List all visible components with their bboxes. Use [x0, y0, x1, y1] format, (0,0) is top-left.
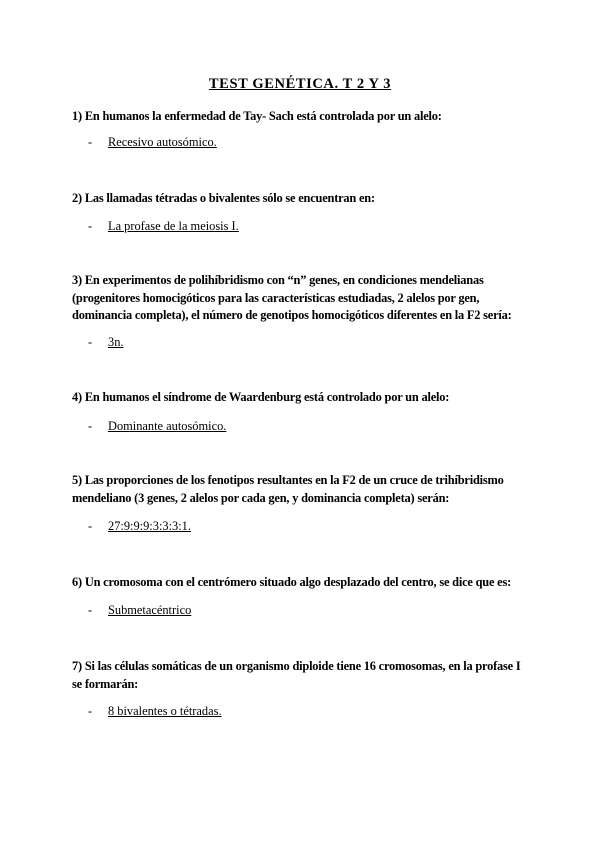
list-dash: -: [88, 419, 93, 433]
question-4: 4) En humanos el síndrome de Waardenburg está controlado por un alelo:: [72, 390, 450, 404]
answer-7: [88, 703, 222, 719]
answer-4: [88, 418, 226, 434]
answer-2: [88, 218, 239, 234]
question-3: 3) En experimentos de polihíbridismo con “n” genes, en condiciones mendelianas (progenitores homocigóticos para las características estudiadas, 2 alelos por gen, dominancia completa), el número de genotipos homocigóticos diferentes en la F2 sería:: [72, 273, 512, 322]
list-dash: -: [88, 335, 93, 349]
answer-3-text: 3n.: [108, 335, 124, 349]
answer-1-text: Recesivo autosómico.: [108, 135, 217, 149]
answer-6: [88, 602, 191, 618]
list-dash: -: [88, 704, 93, 718]
answer-1: [88, 134, 217, 150]
question-5: 5) Las proporciones de los fenotipos resultantes en la F2 de un cruce de trihíbridismo mendeliano (3 genes, 2 alelos por cada gen, y dominancia completa) serán:: [72, 473, 504, 505]
list-dash: -: [88, 519, 93, 533]
answer-7-text: 8 bivalentes o tétradas.: [108, 704, 222, 718]
answer-2-text: La profase de la meiosis I.: [108, 219, 239, 233]
answer-3: [88, 334, 124, 350]
list-dash: -: [88, 135, 93, 149]
question-6: 6) Un cromosoma con el centrómero situado algo desplazado del centro, se dice que es:: [72, 575, 511, 589]
answer-4-text: Dominante autosómico.: [108, 419, 227, 433]
list-dash: -: [88, 219, 93, 233]
answer-6-text: Submetacéntrico: [108, 603, 192, 617]
question-7: 7) Si las células somáticas de un organismo diploide tiene 16 cromosomas, en la profase I se formarán:: [72, 659, 521, 691]
answer-5: [88, 518, 191, 534]
answer-5-text: 27:9:9:9:3:3:3:1.: [108, 519, 191, 533]
list-dash: -: [88, 603, 93, 617]
page-title: TEST GENÉTICA. T 2 Y 3: [208, 76, 392, 92]
question-2: 2) Las llamadas tétradas o bivalentes sólo se encuentran en:: [72, 191, 375, 205]
question-1: 1) En humanos la enfermedad de Tay- Sach está controlada por un alelo:: [72, 109, 442, 123]
